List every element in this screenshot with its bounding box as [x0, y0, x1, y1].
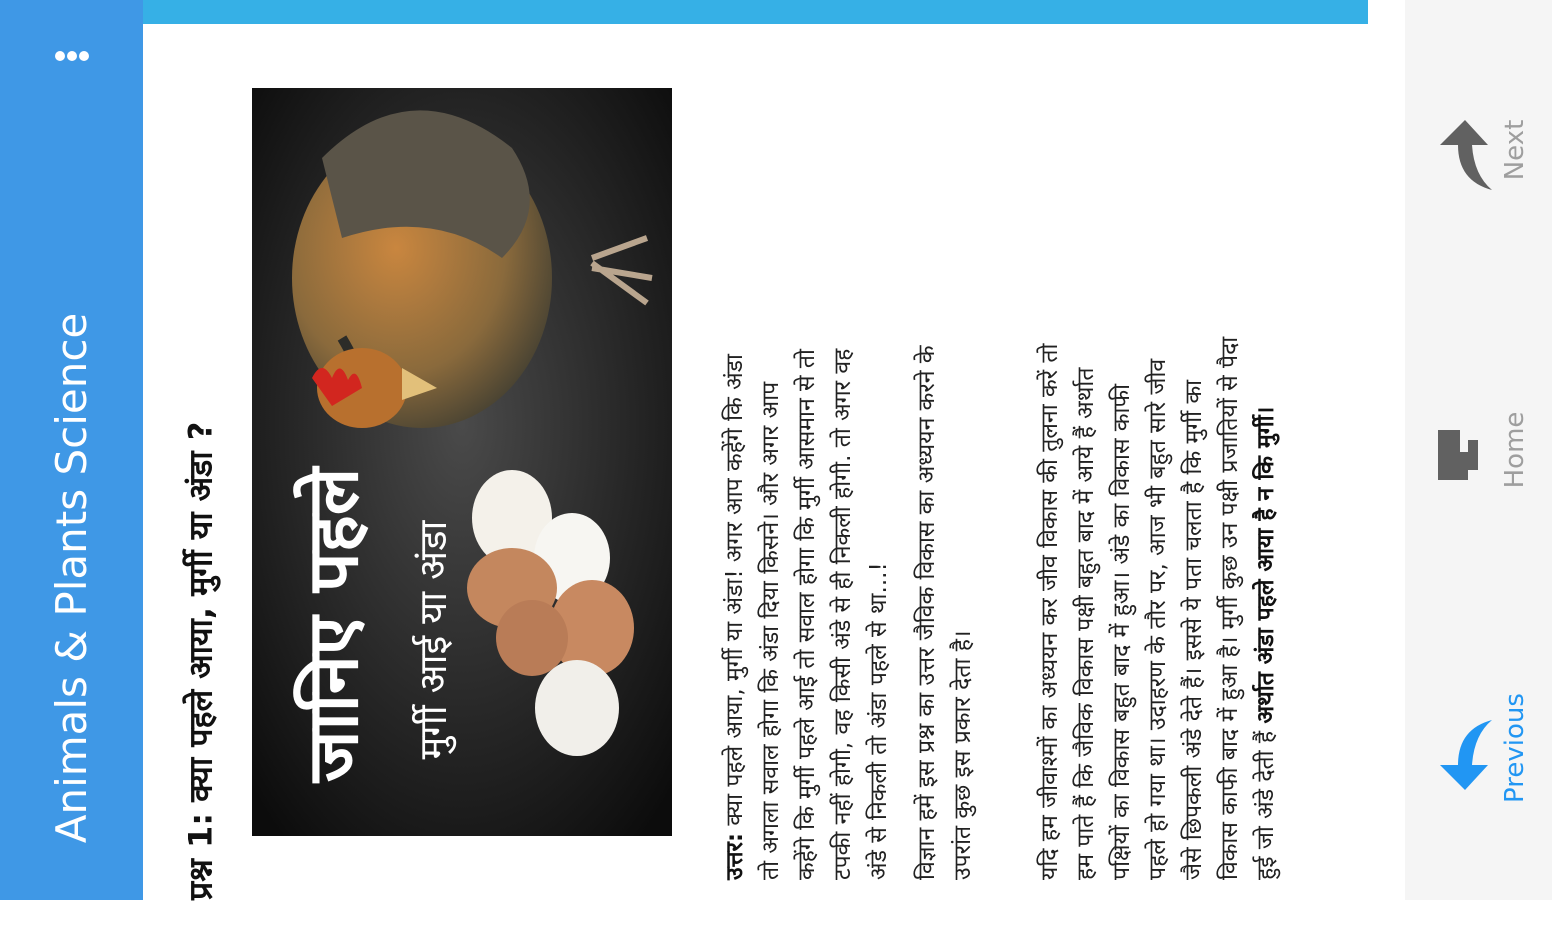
paragraph-line: तो अगला सवाल होगा कि अंडा दिया किसने। और अगर आप [758, 381, 784, 880]
next-label[interactable]: Next [1500, 119, 1530, 181]
paragraph-line: टपकी नहीं होगी, वह किसी अंडे से ही निकली होगी. तो अगर वह [830, 348, 856, 880]
answer-paragraph [717, 40, 897, 880]
question-heading: प्रश्न 1: क्या पहले आया, मुर्गी या अंडा ? [181, 421, 220, 900]
paragraph-line: उपरांत कुछ इस प्रकार देता है। [950, 630, 976, 880]
egg [535, 660, 619, 756]
paragraph-line: जैसे छिपकली अंडे देते हैं। इससे ये पता चलता है कि मुर्गी का [1181, 379, 1207, 880]
content-top-strip [143, 0, 1368, 24]
evolution-paragraph [1032, 40, 1284, 880]
app-title: Animals & Plants Science [47, 312, 96, 844]
answer-label: उत्तर: [722, 832, 748, 880]
image-caption-subtitle: मुर्गी आई या अंडा [411, 520, 455, 760]
home-icon [1430, 420, 1500, 500]
paragraph-line: क्या पहले आया, मुर्गी या अंडा! अगर आप कहेंगे कि अंडा [722, 354, 748, 826]
paragraph-line: अंडे से निकली तो अंडा पहले से था...! [866, 562, 892, 880]
paragraph-line: पक्षियों का विकास बहुत बाद में हुआ। अंडे का विकास काफी [1109, 383, 1135, 880]
home-label[interactable]: Home [1500, 411, 1530, 489]
paragraph-line: पहले हो गया था। उदाहरण के तौर पर, आज भी बहुत सारे जीव [1145, 358, 1171, 880]
image-caption-title: जानिए पहले [292, 467, 374, 783]
reply-arrow-icon [1430, 115, 1500, 195]
egg [496, 600, 568, 676]
paragraph-line: यदि हम जीवाश्मों का अध्ययन कर जीव विकास की तुलना करें तो [1037, 343, 1063, 880]
paragraph-line: हुई जो अंडे देती हैं [1253, 730, 1279, 880]
more-vert-icon[interactable] [52, 38, 92, 74]
paragraph-line: कहेंगे कि मुर्गी पहले आई तो सवाल होगा कि मुर्गी आसमान से तो [794, 349, 820, 880]
previous-label[interactable]: Previous [1500, 693, 1530, 803]
science-paragraph [909, 40, 981, 880]
reply-arrow-icon [1430, 715, 1500, 795]
paragraph-line: हम पाते हैं कि जैविक विकास पक्षी बहुत बाद में आये हैं अर्थात [1073, 367, 1099, 880]
paragraph-line: विज्ञान हमें इस प्रश्न का उत्तर जैविक विकास का अध्ययन करने के [914, 345, 940, 880]
conclusion-text: अर्थात अंडा पहले आया है न कि मुर्गी। [1253, 406, 1279, 724]
paragraph-line: विकास काफी बाद में हुआ है। मुर्गी कुछ उन पक्षी प्रजातियों से पैदा [1217, 336, 1243, 880]
